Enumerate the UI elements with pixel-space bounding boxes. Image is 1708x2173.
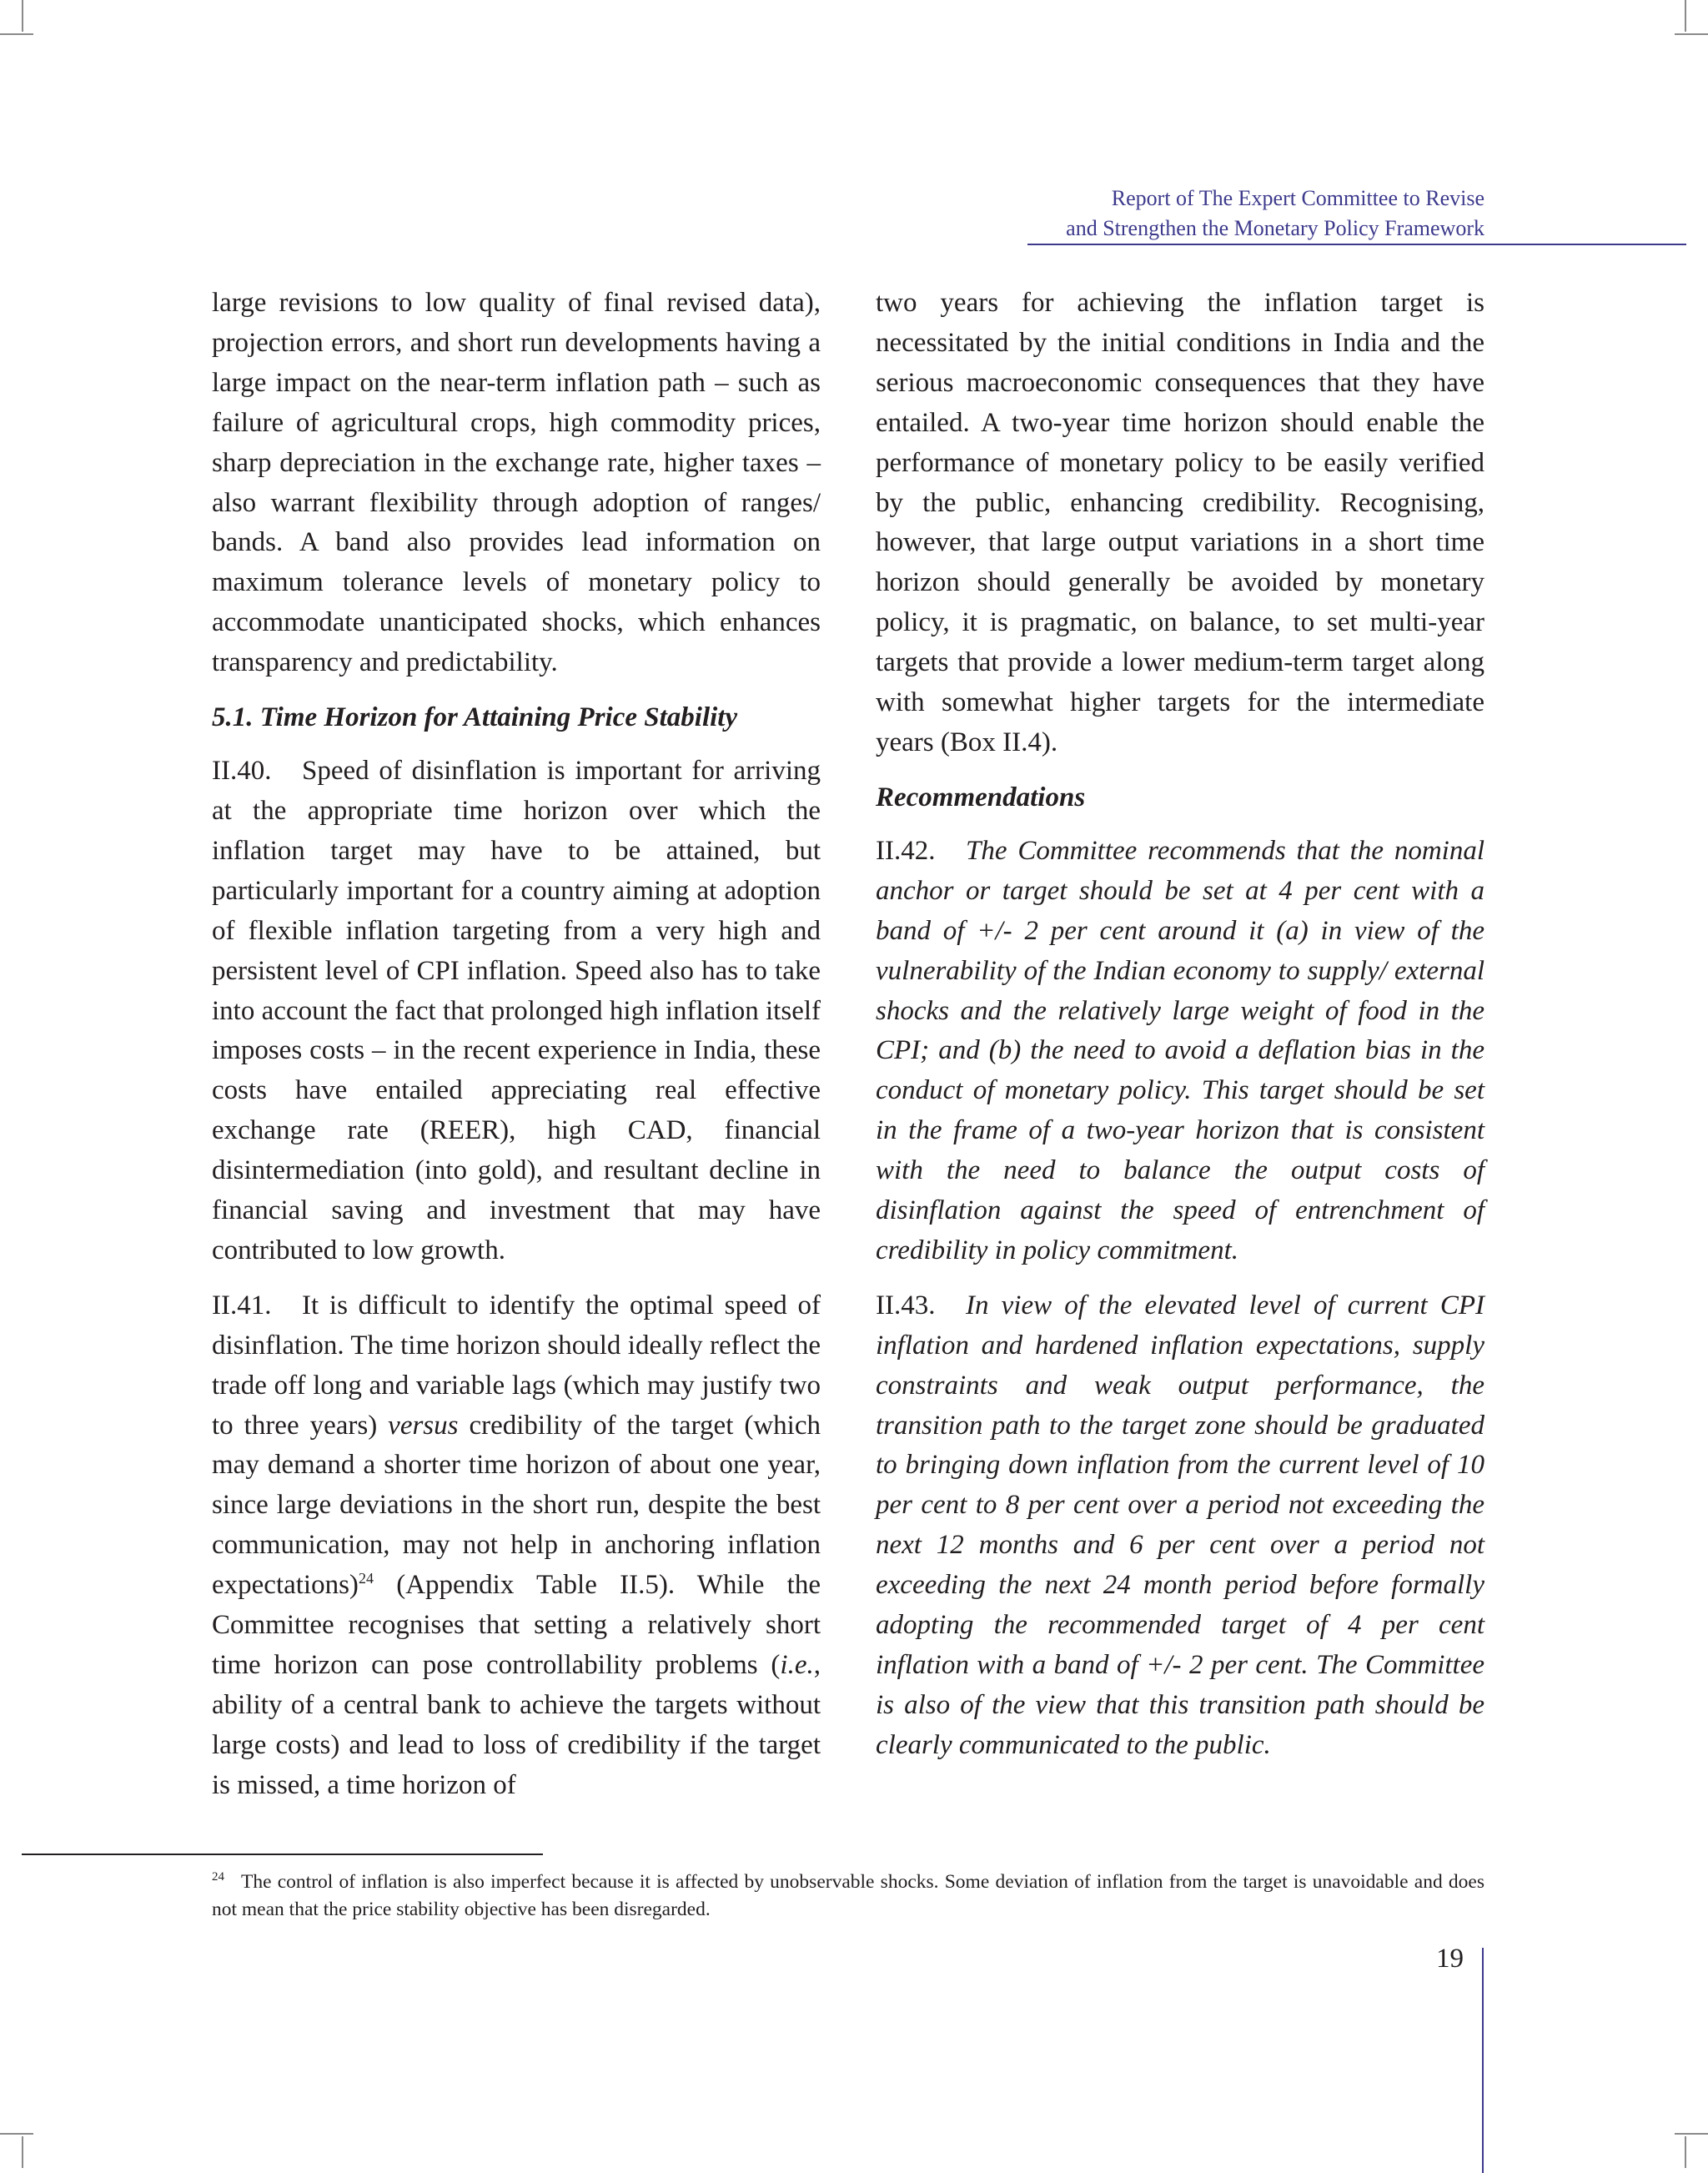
page-number: 19 (1436, 1944, 1464, 1974)
paragraph-text: (Appendix Table II.5). While the Committee recognises that setting a relatively short time horizon can pose controllability problems ( (212, 1570, 821, 1680)
paragraph-continued: large revisions to low quality of final revised data), projection errors, and short run developments having a large impact on the near-term inflation path – such as failure of agricultural crops, high commodity prices, sharp depreciation in the exchange rate, higher taxes – also warrant flexibility through adoption of ranges/ bands. A band also provides lead information on maximum tolerance levels of monetary policy to accommodate unanticipated shocks, which enhances transparency and predictability. (212, 288, 821, 678)
paragraph-text: Speed of disinflation is important for arriving at the appropriate time horizon over which the inflation target may have to be attained, but particularly important for a country aiming at adoption of flexible inflation targeting from a very high and persistent level of CPI inflation. Speed also has to take into account the fact that prolonged high inflation itself imposes costs – in the recent experience in India, these costs have entailed appreciating real effective exchange rate (REER), high CAD, financial disintermediation (into gold), and resultant decline in financial saving and investment that may have contributed to low growth. (212, 756, 821, 1265)
paragraph-number: II.41. (212, 1290, 272, 1320)
header-rule (1027, 244, 1686, 245)
emphasis-text: i.e. (780, 1650, 814, 1680)
footnote-text: The control of inflation is also imperfect because it is affected by unobservable shocks. Some deviation of inflation from the target is unavoidable and does not mean that the price stability objective has been disregarded. (212, 1870, 1484, 1920)
running-header (1066, 184, 1484, 244)
header-line-1: Report of The Expert Committee to Revise (1111, 186, 1484, 210)
paragraph-number: II.40. (212, 756, 272, 787)
paragraph-number: II.43. (876, 1290, 936, 1320)
paragraph-text: credibility of the target (which may demand a shorter time horizon of about one year, since large deviations in the short run, despite the best communication, may not help in anchoring inflation expectations) (212, 1410, 821, 1601)
crop-mark (22, 2136, 23, 2168)
paragraph-II-41 (212, 1286, 821, 1806)
recommendation-text: The Committee recommends that the nominal anchor or target should be set at 4 per cent with a band of +/- 2 per cent around it (a) in view of the vulnerability of the Indian economy to supply/ external shocks and the relatively large weight of food in the CPI; and (b) the need to avoid a deflation bias in the conduct of monetary policy. This target should be set in the frame of a two-year horizon that is consistent with the need to balance the output costs of disinflation against the speed of entrenchment of credibility in policy commitment. (876, 835, 1484, 1265)
page-number-rule (1482, 1948, 1484, 2173)
paragraph-continued: two years for achieving the inflation target is necessitated by the initial conditions in India and the serious macroeconomic consequences that they have entailed. A two-year time horizon should enable the performance of monetary policy to be easily verified by the public, enhancing credibility. Recognising, however, that large output variations in a short time horizon should generally be avoided by monetary policy, it is pragmatic, on balance, to set multi-year targets that provide a lower medium-term target along with somewhat higher targets for the intermediate years (Box II.4). (876, 288, 1484, 757)
crop-mark (1685, 2136, 1686, 2168)
paragraph-II-43 (876, 1286, 1484, 1766)
recommendations-heading: Recommendations (876, 782, 1086, 812)
footnote-rule (22, 1854, 543, 1855)
recommendation-text: In view of the elevated level of current CPI inflation and hardened inflation expectations, supply constraints and weak output performance, the transition path to the target zone should be graduated to bringing down inflation from the current level of 10 per cent to 8 per cent over a period not exceeding the next 12 months and 6 per cent over a period not exceeding the next 24 month period before formally adopting the recommended target of 4 per cent inflation with a band of +/- 2 per cent. The Committee is also of the view that this transition path should be clearly communicated to the public. (876, 1290, 1484, 1760)
footnote-reference[interactable]: 24 (358, 1570, 374, 1587)
footnote-mark: 24 (212, 1870, 224, 1884)
crop-mark (0, 33, 33, 35)
paragraph-text: It is difficult to identify the optimal speed of disinflation. The time horizon should ideally reflect the trade off long and variable lags (which may justify two to three years) (212, 1290, 821, 1441)
crop-mark (0, 2133, 33, 2135)
emphasis-text: versus (388, 1410, 459, 1441)
paragraph-text: , ability of a central bank to achieve the targets without large costs) and lead to loss of credibility if the target is missed, a time horizon of (212, 1650, 821, 1800)
paragraph-II-40 (212, 752, 821, 1271)
section-heading: 5.1. Time Horizon for Attaining Price Stability (212, 702, 738, 733)
left-column (212, 284, 821, 1821)
paragraph-II-42 (876, 832, 1484, 1271)
crop-mark (22, 0, 23, 32)
header-line-2: and Strengthen the Monetary Policy Framework (1066, 216, 1484, 240)
right-column (876, 284, 1484, 1781)
crop-mark (1675, 2133, 1708, 2135)
crop-mark (1675, 33, 1708, 35)
paragraph-number: II.42. (876, 835, 936, 866)
crop-mark (1685, 0, 1686, 32)
footnote (212, 1864, 1484, 1924)
